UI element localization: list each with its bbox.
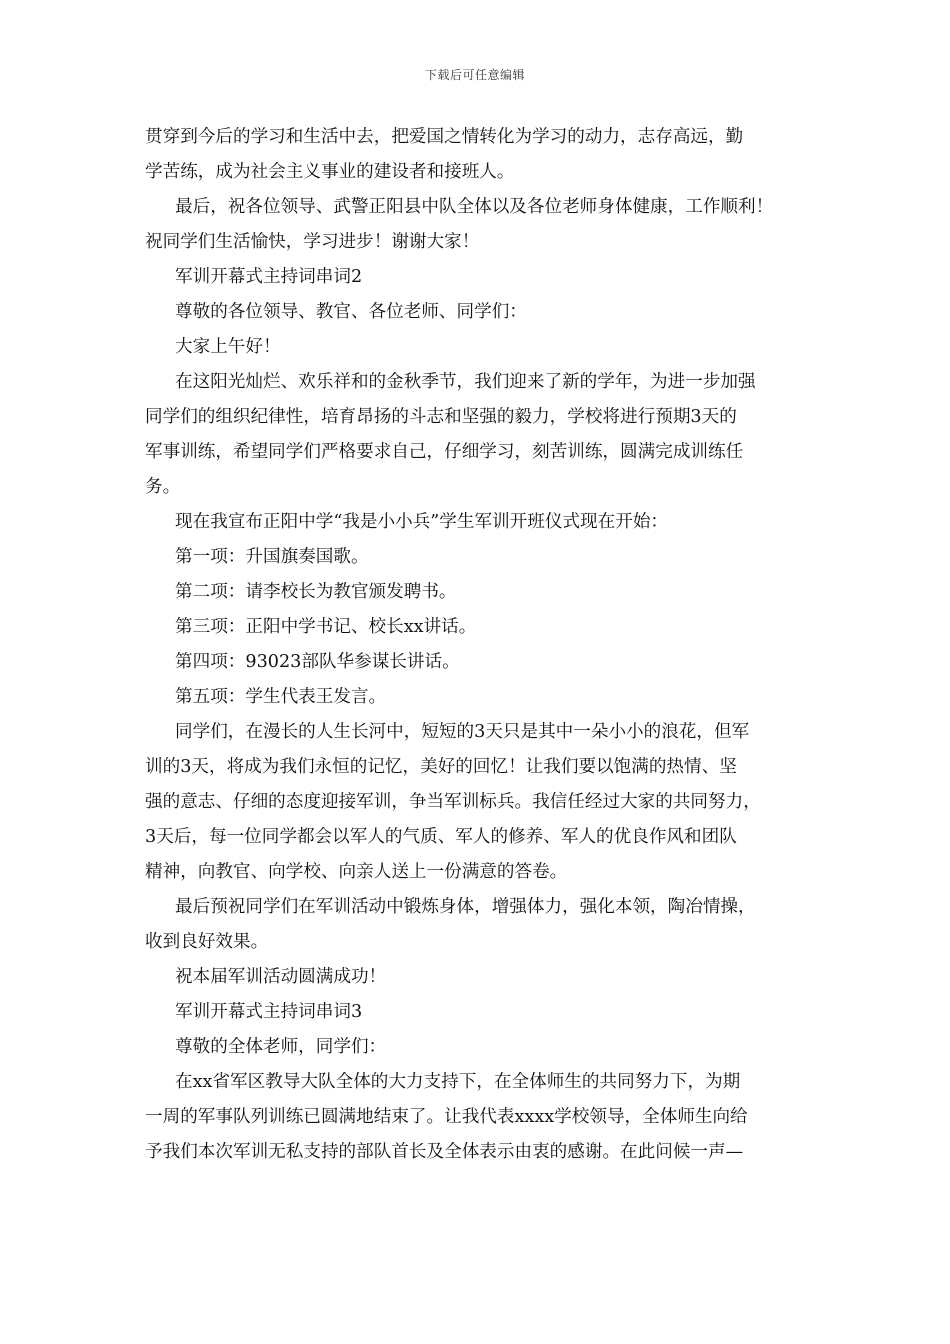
- text-line: 祝同学们生活愉快，学习进步！谢谢大家！: [145, 232, 480, 252]
- text-line: 学苦练，成为社会主义事业的建设者和接班人。: [145, 162, 515, 182]
- document-body: [145, 120, 805, 1170]
- text-line: 一周的军事队列训练已圆满地结束了。让我代表xxxx学校领导，全体师生向给: [145, 1107, 748, 1127]
- text-line: 尊敬的各位领导、教官、各位老师、同学们：: [175, 302, 527, 322]
- text-line: 第三项：正阳中学书记、校长xx讲话。: [175, 617, 477, 637]
- text-line: 在xx省军区教导大队全体的大力支持下，在全体师生的共同努力下，为期: [175, 1072, 741, 1092]
- text-line: 强的意志、仔细的态度迎接军训，争当军训标兵。我信任经过大家的共同努力，: [145, 792, 761, 812]
- text-line: 贯穿到今后的学习和生活中去，把爱国之情转化为学习的动力，志存高远，勤: [145, 127, 744, 147]
- text-line: 同学们，在漫长的人生长河中，短短的3天只是其中一朵小小的浪花，但军: [175, 722, 750, 742]
- text-line: 训的3天，将成为我们永恒的记忆，美好的回忆！让我们要以饱满的热情、坚: [145, 757, 737, 777]
- text-line: 第一项：升国旗奏国歌。: [175, 547, 369, 567]
- text-line: 第二项：请李校长为教官颁发聘书。: [175, 582, 457, 602]
- text-line: 军训开幕式主持词串词3: [175, 1002, 363, 1022]
- text-line: 第四项：93023部队华参谋长讲话。: [175, 652, 460, 672]
- text-line: 在这阳光灿烂、欢乐祥和的金秋季节，我们迎来了新的学年，为进一步加强: [175, 372, 756, 392]
- text-line: 同学们的组织纪律性，培育昂扬的斗志和坚强的毅力，学校将进行预期3天的: [145, 407, 737, 427]
- text-line: 精神，向教官、向学校、向亲人送上一份满意的答卷。: [145, 862, 568, 882]
- text-line: 军事训练，希望同学们严格要求自己，仔细学习，刻苦训练，圆满完成训练任: [145, 442, 744, 462]
- text-line: 尊敬的全体老师，同学们：: [175, 1037, 387, 1057]
- text-line: 收到良好效果。: [145, 932, 269, 952]
- text-line: 现在我宣布正阳中学“我是小小兵”学生军训开班仪式现在开始：: [175, 512, 669, 532]
- text-line: 3天后，每一位同学都会以军人的气质、军人的修养、军人的优良作风和团队: [145, 827, 737, 847]
- text-line: 第五项：学生代表王发言。: [175, 687, 387, 707]
- text-line: 大家上午好！: [175, 337, 281, 357]
- text-line: 予我们本次军训无私支持的部队首长及全体表示由衷的感谢。在此问候一声—: [145, 1142, 744, 1162]
- text-line: 军训开幕式主持词串词2: [175, 267, 363, 287]
- text-line: 祝本届军训活动圆满成功！: [175, 967, 387, 987]
- text-line: 务。: [145, 477, 181, 497]
- text-line: 最后，祝各位领导、武警正阳县中队全体以及各位老师身体健康，工作顺利！: [175, 197, 774, 217]
- text-line: 最后预祝同学们在军训活动中锻炼身体，增强体力，强化本领，陶冶情操，: [175, 897, 756, 917]
- page-header: 下载后可任意编辑: [424, 68, 525, 82]
